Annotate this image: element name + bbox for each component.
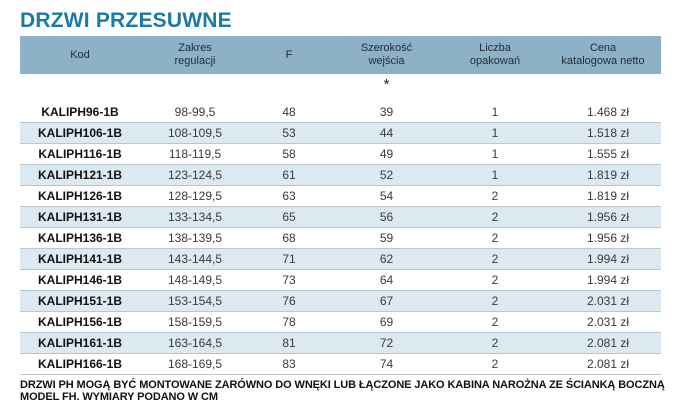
cell-kod: KALIPH131-1B xyxy=(20,207,140,228)
cell-kod: KALIPH166-1B xyxy=(20,354,140,375)
cell-szerokosc: 59 xyxy=(328,228,445,249)
cell-liczba: 1 xyxy=(445,144,545,165)
cell-szerokosc: 49 xyxy=(328,144,445,165)
cell-cena: 1.819 zł xyxy=(545,165,661,186)
cell-kod: KALIPH151-1B xyxy=(20,291,140,312)
cell-szerokosc: 44 xyxy=(328,123,445,144)
cell-liczba: 1 xyxy=(445,123,545,144)
page-title: DRZWI PRZESUWNE xyxy=(20,9,232,32)
cell-cena: 1.956 zł xyxy=(545,228,661,249)
header-zakres: Zakres regulacji xyxy=(140,36,250,74)
cell-liczba: 2 xyxy=(445,291,545,312)
cell-cena: 1.555 zł xyxy=(545,144,661,165)
table-row xyxy=(20,144,661,165)
cell-szerokosc: 54 xyxy=(328,186,445,207)
cell-liczba: 2 xyxy=(445,186,545,207)
cell-kod: KALIPH161-1B xyxy=(20,333,140,354)
table-row xyxy=(20,102,661,123)
cell-liczba: 2 xyxy=(445,333,545,354)
cell-liczba: 2 xyxy=(445,312,545,333)
cell-liczba: 2 xyxy=(445,249,545,270)
cell-liczba: 2 xyxy=(445,228,545,249)
cell-cena: 1.468 zł xyxy=(545,102,661,123)
table-header-row xyxy=(20,36,661,74)
cell-cena: 1.994 zł xyxy=(545,270,661,291)
table-row xyxy=(20,207,661,228)
header-kod: Kod xyxy=(20,36,140,74)
table-row xyxy=(20,270,661,291)
cell-cena: 1.518 zł xyxy=(545,123,661,144)
table-row xyxy=(20,249,661,270)
cell-cena: 1.956 zł xyxy=(545,207,661,228)
cell-kod: KALIPH136-1B xyxy=(20,228,140,249)
footnote-text: DRZWI PH MOGĄ BYĆ MONTOWANE ZARÓWNO DO WNĘKI LUB ŁĄCZONE JAKO KABINA NAROŻNA ZE ŚCIANKĄ BOCZNĄ MODEL FH. WYMIARY PODANO W CM xyxy=(20,379,665,403)
cell-kod: KALIPH126-1B xyxy=(20,186,140,207)
cell-zakres: 163-164,5 xyxy=(140,333,250,354)
footnote-asterisk: * xyxy=(383,75,390,93)
table-row xyxy=(20,312,661,333)
cell-kod: KALIPH96-1B xyxy=(20,102,140,123)
cell-f: 61 xyxy=(250,165,328,186)
cell-cena: 1.819 zł xyxy=(545,186,661,207)
cell-f: 81 xyxy=(250,333,328,354)
cell-liczba: 2 xyxy=(445,207,545,228)
table-row xyxy=(20,354,661,375)
cell-kod: KALIPH121-1B xyxy=(20,165,140,186)
cell-cena: 1.994 zł xyxy=(545,249,661,270)
cell-f: 73 xyxy=(250,270,328,291)
table-row xyxy=(20,165,661,186)
cell-cena: 2.031 zł xyxy=(545,291,661,312)
header-szerokosc: Szerokość wejścia xyxy=(328,36,445,74)
footnote-marker-row xyxy=(20,74,661,94)
cell-szerokosc: 69 xyxy=(328,312,445,333)
cell-liczba: 1 xyxy=(445,102,545,123)
cell-liczba: 1 xyxy=(445,165,545,186)
header-f: F xyxy=(250,36,328,74)
cell-zakres: 153-154,5 xyxy=(140,291,250,312)
cell-f: 48 xyxy=(250,102,328,123)
cell-liczba: 2 xyxy=(445,270,545,291)
cell-szerokosc: 62 xyxy=(328,249,445,270)
cell-kod: KALIPH146-1B xyxy=(20,270,140,291)
table-row xyxy=(20,123,661,144)
cell-zakres: 128-129,5 xyxy=(140,186,250,207)
cell-szerokosc: 52 xyxy=(328,165,445,186)
cell-kod: KALIPH156-1B xyxy=(20,312,140,333)
cell-f: 71 xyxy=(250,249,328,270)
cell-f: 68 xyxy=(250,228,328,249)
cell-szerokosc: 39 xyxy=(328,102,445,123)
table-row xyxy=(20,228,661,249)
price-table xyxy=(20,36,661,375)
cell-f: 78 xyxy=(250,312,328,333)
cell-f: 83 xyxy=(250,354,328,375)
cell-zakres: 158-159,5 xyxy=(140,312,250,333)
cell-f: 65 xyxy=(250,207,328,228)
cell-szerokosc: 64 xyxy=(328,270,445,291)
table-row xyxy=(20,333,661,354)
cell-f: 53 xyxy=(250,123,328,144)
header-liczba: Liczba opakowań xyxy=(445,36,545,74)
cell-kod: KALIPH141-1B xyxy=(20,249,140,270)
table-row xyxy=(20,291,661,312)
cell-cena: 2.081 zł xyxy=(545,354,661,375)
table-row xyxy=(20,186,661,207)
cell-kod: KALIPH106-1B xyxy=(20,123,140,144)
header-cena: Cena katalogowa netto xyxy=(545,36,661,74)
cell-f: 58 xyxy=(250,144,328,165)
cell-cena: 2.081 zł xyxy=(545,333,661,354)
cell-szerokosc: 56 xyxy=(328,207,445,228)
cell-cena: 2.031 zł xyxy=(545,312,661,333)
cell-kod: KALIPH116-1B xyxy=(20,144,140,165)
cell-liczba: 2 xyxy=(445,354,545,375)
cell-f: 63 xyxy=(250,186,328,207)
cell-szerokosc: 67 xyxy=(328,291,445,312)
cell-zakres: 133-134,5 xyxy=(140,207,250,228)
cell-zakres: 168-169,5 xyxy=(140,354,250,375)
cell-zakres: 108-109,5 xyxy=(140,123,250,144)
cell-zakres: 118-119,5 xyxy=(140,144,250,165)
cell-f: 76 xyxy=(250,291,328,312)
cell-zakres: 98-99,5 xyxy=(140,102,250,123)
cell-zakres: 138-139,5 xyxy=(140,228,250,249)
cell-zakres: 148-149,5 xyxy=(140,270,250,291)
cell-zakres: 143-144,5 xyxy=(140,249,250,270)
cell-zakres: 123-124,5 xyxy=(140,165,250,186)
cell-szerokosc: 72 xyxy=(328,333,445,354)
cell-szerokosc: 74 xyxy=(328,354,445,375)
